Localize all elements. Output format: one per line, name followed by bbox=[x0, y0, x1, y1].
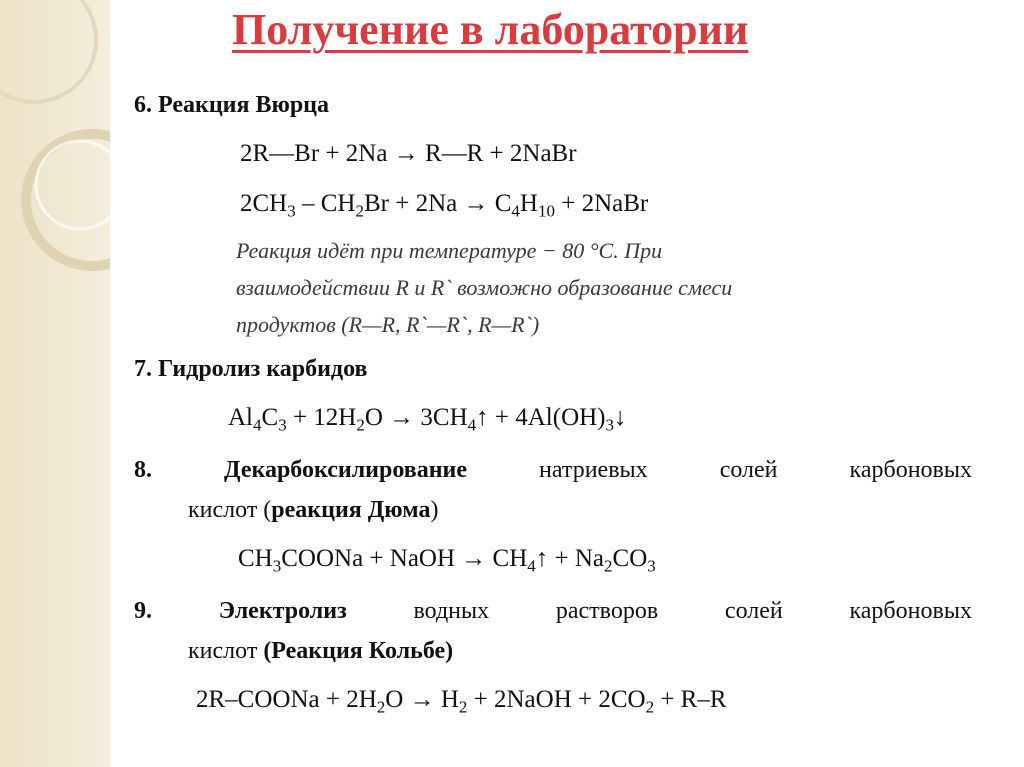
section-8-line-2: кислот (реакция Дюма) bbox=[188, 497, 439, 523]
section-8-equation: $CH_3COONa$ + NaOH → $CH_4↑ + Na_2CO_3$ bbox=[238, 545, 656, 576]
section-6-note-line: Реакция идёт при температуре − 80 °С. При bbox=[236, 238, 663, 263]
page-title: Получение в лаборатории bbox=[232, 5, 749, 54]
section-9-line-1: 9. Электролиз водных растворов солей карбоновых bbox=[134, 598, 972, 624]
section-7-equation: $Al_4C_3 + 12H_2O$ → $3CH_4↑$ + $4Al(OH)_3↓$ bbox=[228, 404, 627, 435]
section-9-equation: 2R–COONa + $2H_2O \to H_2$ + 2NaOH + $2CO_2 + R-R$ bbox=[196, 686, 727, 717]
section-6-note-line: продуктов (R—R, R`—R`, R—R`) bbox=[236, 312, 540, 337]
section-6-equation-general: 2R—Br + 2Na → R—R + 2NaBr bbox=[240, 140, 577, 167]
decorative-side-panel bbox=[0, 0, 110, 767]
section-9-line-2: кислот (Реакция Кольбе) bbox=[188, 638, 454, 664]
decorative-circles bbox=[0, 0, 110, 767]
section-6-equation-example: $2CH_3 - CH_2Br + 2Na \to C_4H_{10}$ + 2NaBr bbox=[240, 190, 649, 221]
section-6-heading: 6. Реакция Вюрца bbox=[134, 92, 329, 118]
section-7-heading: 7. Гидролиз карбидов bbox=[134, 356, 368, 382]
section-6-note-line: взаимодействии R и R` возможно образование смеси bbox=[236, 275, 733, 300]
section-8-line-1: 8. Декарбоксилирование натриевых солей карбоновых bbox=[134, 457, 972, 483]
